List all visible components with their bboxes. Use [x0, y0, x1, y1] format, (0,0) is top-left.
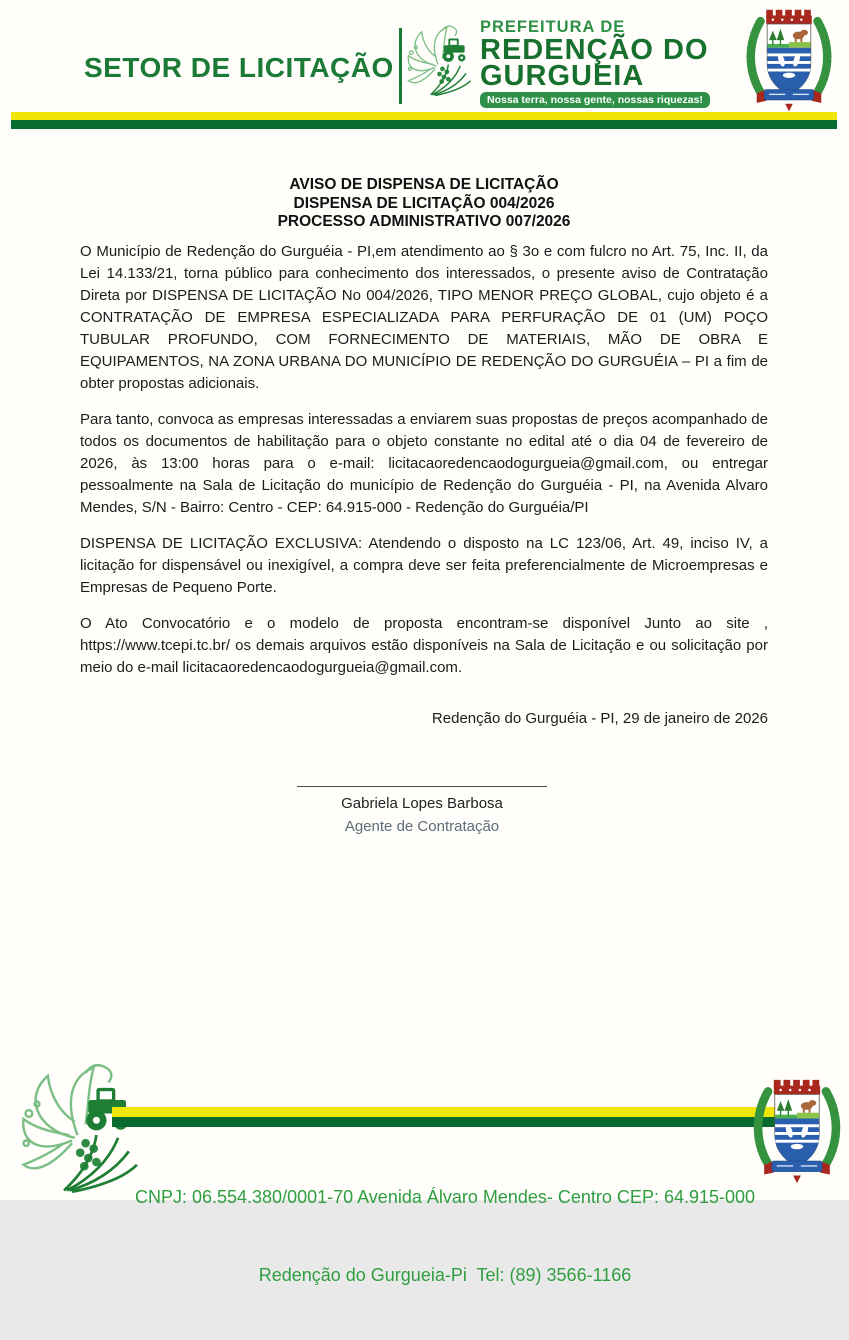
- notice-title-line-3: PROCESSO ADMINISTRATIVO 007/2026: [277, 213, 571, 230]
- signatory-name: Gabriela Lopes Barbosa: [341, 795, 503, 812]
- department-title: SETOR DE LICITAÇÃO: [84, 52, 394, 83]
- date-line: Redenção do Gurguéia - PI, 29 de janeiro de 2026: [431, 710, 768, 727]
- notice-paragraph-3: DISPENSA DE LICITAÇÃO EXCLUSIVA: Atendendo o disposto na LC 123/06, Art. 49, inciso IV, a licitação for dispensável ou inexigível, a compra deve ser feita preferencialmente de Microempresas e Empresas de Pequeno Porte.: [80, 535, 768, 596]
- header-bar-yellow: [11, 112, 837, 120]
- header-bar-green: [11, 120, 837, 129]
- footer-bar-green: [112, 1117, 778, 1127]
- signature-block: [297, 786, 547, 835]
- footer-text: [92, 1132, 798, 1340]
- header-color-bar: [11, 112, 837, 129]
- floral-tractor-emblem-icon: [401, 12, 475, 108]
- notice-title: [80, 176, 768, 232]
- footer-bar-yellow: [112, 1107, 778, 1117]
- signatory-role: Agente de Contratação: [344, 818, 500, 835]
- coat-of-arms-icon: [733, 6, 845, 118]
- prefecture-logo: [480, 18, 710, 108]
- footer-color-bar: [112, 1107, 778, 1127]
- notice-body: [80, 241, 768, 693]
- footer-coat-of-arms-icon: [747, 1076, 847, 1190]
- prefecture-line2: REDENÇÃO DO: [480, 34, 709, 66]
- notice-title-line-1: AVISO DE DISPENSA DE LICITAÇÃO: [289, 176, 559, 193]
- signature-line: [297, 786, 547, 787]
- prefecture-line3: GURGUEIA: [480, 60, 645, 92]
- footer-contact-line: Redenção do Gurgueia-Pi Tel: (89) 3566-1166: [258, 1265, 632, 1285]
- notice-paragraph-1: O Município de Redenção do Gurguéia - PI,em atendimento ao § 3o e com fulcro no Art. 75, Inc. II, da Lei 14.133/21, torna público para conhecimento dos interessados, o presente aviso de Contratação Direta por DISPENSA DE LICITAÇÃO No 004/2026, TIPO MENOR PREÇO GLOBAL, cujo objeto é a CONTRATAÇÃO DE EMPRESA ESPECIALIZADA PARA PERFURAÇÃO DE 01 (UM) POÇO TUBULAR PROFUNDO, COM FORNECIMENTO DE MATERIAIS, MÃO DE OBRA E EQUIPAMENTOS, NA ZONA URBANA DO MUNICÍPIO DE REDENÇÃO DO GURGUÉIA – PI a fim de obter propostas adicionais.: [80, 243, 768, 392]
- prefecture-line1: PREFEITURA DE: [480, 18, 626, 36]
- notice-paragraph-2: Para tanto, convoca as empresas interessadas a enviarem suas propostas de preços acompanhado de todos os documentos de habilitação para o objeto constante no edital até o dia 04 de fevereiro de 2026, às 13:00 horas para o e-mail: licitacaoredencaodogurgueia@gmail.com, ou entregar pessoalmente na Sala de Licitação do município de Redenção do Gurguéia - PI, na Avenida Alvaro Mendes, S/N - Bairro: Centro - CEP: 64.915-000 - Redenção do Gurguéia/PI: [80, 411, 768, 516]
- prefecture-tagline: Nossa terra, nossa gente, nossas riquezas!: [480, 92, 710, 108]
- footer-cnpj-line: CNPJ: 06.554.380/0001-70 Avenida Álvaro Mendes- Centro CEP: 64.915-000: [134, 1187, 756, 1207]
- notice-title-line-2: DISPENSA DE LICITAÇÃO 004/2026: [293, 194, 555, 212]
- notice-paragraph-4: O Ato Convocatório e o modelo de proposta encontram-se disponível Junto ao site , https://www.tcepi.tc.br/ os demais arquivos estão disponíveis na Sala de Licitação e ou solicitação por meio do e-mail licitacaoredencaodogurgueia@gmail.com.: [80, 615, 768, 676]
